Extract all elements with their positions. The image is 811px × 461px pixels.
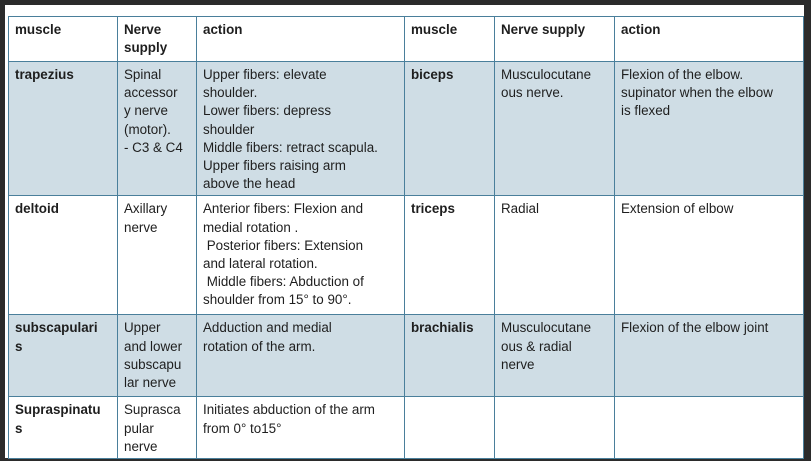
header-row [9, 17, 804, 62]
cell-line: biceps [411, 67, 454, 82]
cell-line: medial rotation . [203, 219, 299, 235]
cell-muscle [9, 62, 118, 196]
cell-line: brachialis [411, 320, 474, 336]
cell-line: nerve [124, 219, 158, 235]
cell-action [197, 62, 405, 196]
cell-line: action [621, 22, 661, 37]
cell-line: and lower [124, 338, 183, 354]
cell-line: action [203, 22, 243, 37]
header-nerve-supply-right [495, 17, 615, 62]
cell-line: Anterior fibers: Flexion and [203, 201, 364, 217]
cell-line: subscapu [124, 356, 182, 372]
cell-line: Spinal [124, 67, 162, 82]
cell-line: (motor). [124, 121, 171, 137]
cell-muscle [9, 196, 118, 315]
cell-line: Supraspinatu [15, 402, 101, 418]
cell-line: deltoid [15, 201, 59, 217]
cell-nerve-supply [118, 315, 197, 397]
muscle-table [8, 16, 804, 459]
document-page [5, 5, 804, 458]
cell-line: Flexion of the elbow. [621, 67, 744, 82]
cell-line: Flexion of the elbow joint [621, 320, 769, 336]
cell-action [197, 397, 405, 459]
table-row [9, 315, 804, 397]
cell-line: nerve [501, 356, 535, 372]
cell-line: Musculocutane [501, 67, 592, 82]
cell-line: subscapulari [15, 320, 98, 336]
cell-nerve-supply [495, 196, 615, 315]
cell-line: Radial [501, 201, 539, 217]
cell-line: accessor [124, 85, 178, 101]
cell-line: Adduction and medial [203, 320, 332, 336]
cell-action [615, 62, 804, 196]
cell-line: pular [124, 420, 154, 436]
cell-nerve-supply [495, 62, 615, 196]
cell-line: Initiates abduction of the arm [203, 402, 375, 418]
cell-muscle [405, 315, 495, 397]
cell-nerve-supply [118, 62, 197, 196]
header-action-left [197, 17, 405, 62]
cell-action [197, 315, 405, 397]
cell-line: triceps [411, 201, 455, 217]
cell-line: Middle fibers: Abduction of [203, 274, 364, 290]
header-action-right [615, 17, 804, 62]
cell-action [197, 196, 405, 315]
cell-line: muscle [15, 22, 62, 37]
cell-line: Nerve [124, 22, 162, 37]
cell-muscle [9, 397, 118, 459]
cell-line: Upper fibers: elevate [203, 67, 327, 82]
cell-line: y nerve [124, 103, 168, 119]
table-row [9, 62, 804, 196]
table-row [9, 397, 804, 459]
cell-line: shoulder. [203, 85, 258, 101]
cell-line: Upper [124, 320, 161, 336]
cell-muscle [405, 196, 495, 315]
cell-muscle-empty [405, 397, 495, 459]
header-nerve-supply-left [118, 17, 197, 62]
cell-line: s [15, 338, 23, 354]
cell-line: shoulder [203, 121, 255, 137]
cell-line: Upper fibers raising arm [203, 158, 346, 174]
cell-line: Axillary [124, 201, 168, 217]
cell-line: supply [124, 40, 168, 56]
cell-line: Nerve supply [501, 22, 586, 37]
cell-line: Extension of elbow [621, 201, 734, 217]
cell-line: supinator when the elbow [621, 85, 773, 101]
cell-line: is flexed [621, 103, 671, 119]
cell-action-empty [615, 397, 804, 459]
table-row [9, 196, 804, 315]
cell-nerve-supply [118, 196, 197, 315]
cell-line: trapezius [15, 67, 74, 82]
cell-line: nerve [124, 438, 158, 454]
cell-nerve-supply-empty [495, 397, 615, 459]
cell-action [615, 196, 804, 315]
cell-line: Middle fibers: retract scapula. [203, 139, 378, 155]
cell-line: Suprasca [124, 402, 181, 418]
cell-line: Musculocutane [501, 320, 592, 336]
cell-line: from 0° to15° [203, 420, 282, 436]
cell-line: muscle [411, 22, 458, 37]
cell-nerve-supply [118, 397, 197, 459]
cell-line: rotation of the arm. [203, 338, 316, 354]
cell-line: - C3 & C4 [124, 139, 183, 155]
header-muscle-left [9, 17, 118, 62]
header-muscle-right [405, 17, 495, 62]
cell-line: shoulder from 15° to 90°. [203, 292, 352, 308]
cell-nerve-supply [495, 315, 615, 397]
cell-line: ous & radial [501, 338, 572, 354]
cell-line: and lateral rotation. [203, 256, 318, 272]
cell-line: Lower fibers: depress [203, 103, 332, 119]
cell-line: lar nerve [124, 375, 177, 391]
cell-line: s [15, 420, 23, 436]
cell-muscle [405, 62, 495, 196]
cell-line: Posterior fibers: Extension [203, 237, 364, 253]
cell-muscle [9, 315, 118, 397]
cell-line: above the head [203, 176, 296, 192]
cell-line: ous nerve. [501, 85, 564, 101]
cell-action [615, 315, 804, 397]
